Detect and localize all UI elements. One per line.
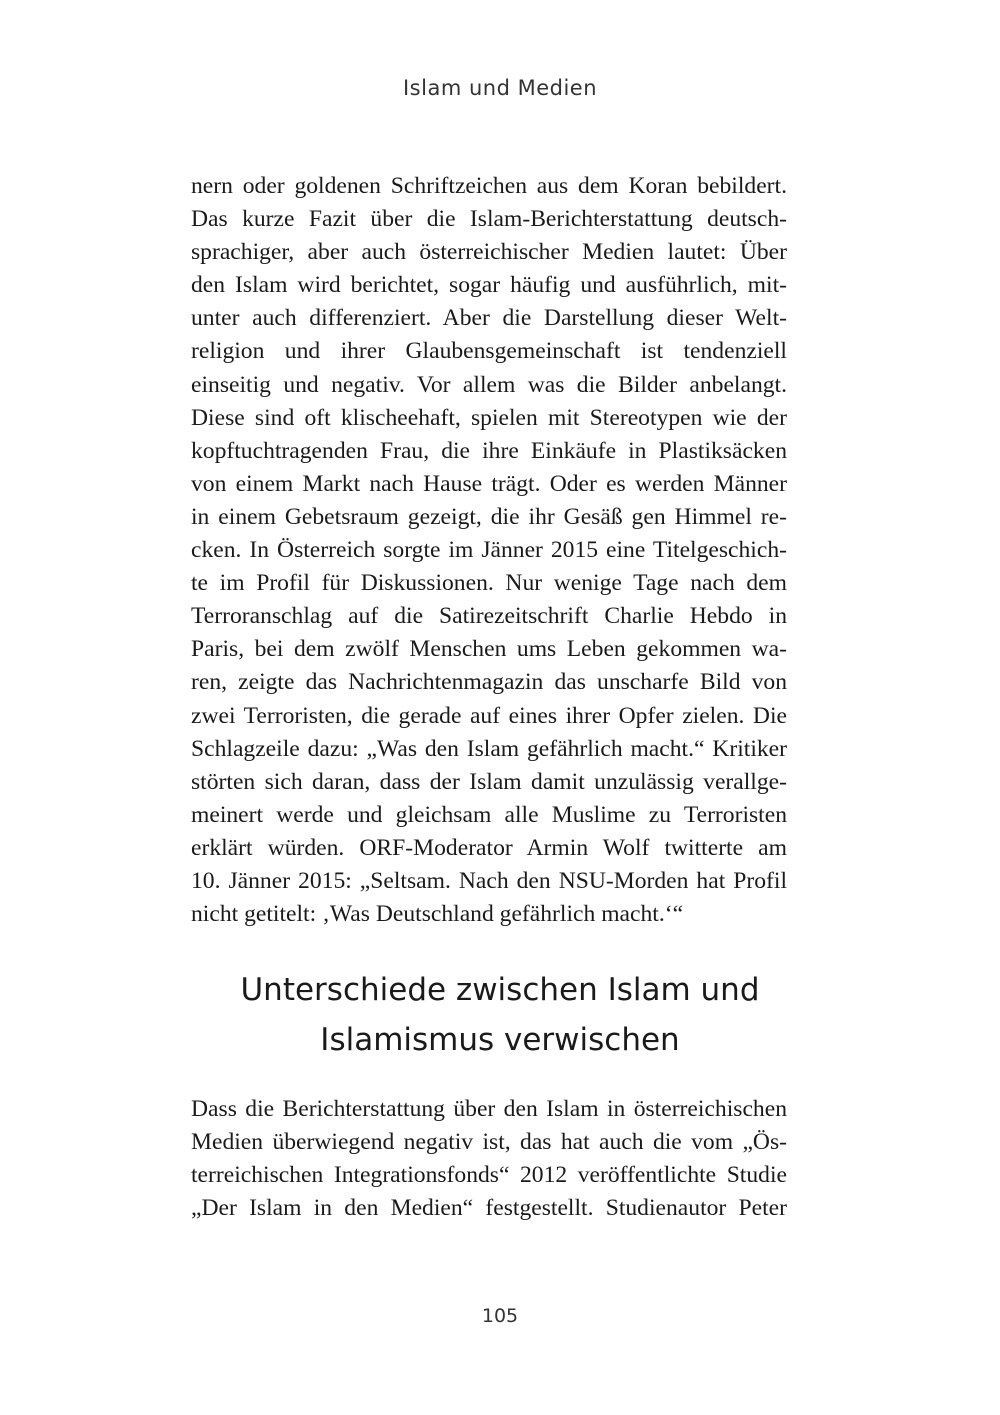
text-line: „Der Islam in den Medien“ festgestellt. Studienautor Peter bbox=[191, 1195, 787, 1222]
text-line: in einem Gebetsraum gezeigt, die ihr Gesäß gen Himmel re- bbox=[191, 503, 787, 530]
text-line: nern oder goldenen Schriftzeichen aus dem Koran bebildert. bbox=[191, 173, 787, 199]
running-head: Islam und Medien bbox=[402, 76, 598, 100]
text-line: Schlagzeile dazu: „Was den Islam gefährlich macht.“ Kritiker bbox=[191, 735, 787, 762]
text-line: von einem Markt nach Hause trägt. Oder es werden Männer bbox=[191, 470, 787, 497]
text-line: meinert werde und gleichsam alle Muslime zu Terroristen bbox=[191, 801, 787, 828]
section-heading-line: Unterschiede zwischen Islam und bbox=[240, 972, 760, 1008]
text-line: cken. In Österreich sorgte im Jänner 2015 eine Titelgeschich- bbox=[191, 537, 787, 564]
text-line: terreichischen Integrationsfonds“ 2012 veröffentlichte Studie bbox=[191, 1162, 787, 1189]
text-line: te im Profil für Diskussionen. Nur wenige Tage nach dem bbox=[191, 570, 787, 597]
section-heading bbox=[0, 965, 1000, 1065]
section-heading-line: Islamismus verwischen bbox=[320, 1022, 680, 1058]
text-line: Paris, bei dem zwölf Menschen ums Leben gekommen wa- bbox=[191, 636, 787, 663]
body-paragraph-2 bbox=[191, 1093, 787, 1225]
text-line: religion und ihrer Glaubensgemeinschaft ist tendenziell bbox=[191, 338, 787, 365]
text-line: Terroranschlag auf die Satirezeitschrift Charlie Hebdo in bbox=[191, 603, 787, 630]
text-line: den Islam wird berichtet, sogar häufig und ausführlich, mit- bbox=[191, 272, 787, 299]
text-line: störten sich daran, dass der Islam damit unzulässig verallge- bbox=[191, 768, 787, 795]
body-paragraph-1 bbox=[191, 170, 787, 931]
text-line: Dass die Berichterstattung über den Islam in österreichischen bbox=[191, 1096, 787, 1122]
text-line: zwei Terroristen, die gerade auf eines ihrer Opfer zielen. Die bbox=[191, 702, 787, 729]
text-line: ren, zeigte das Nachrichtenmagazin das unscharfe Bild von bbox=[191, 669, 787, 696]
text-line: Das kurze Fazit über die Islam-Berichterstattung deutsch- bbox=[191, 206, 787, 233]
text-line: unter auch differenziert. Aber die Darstellung dieser Welt- bbox=[191, 305, 787, 332]
text-line: nicht getitelt: ‚Was Deutschland gefährlich macht.‘“ bbox=[191, 901, 684, 928]
text-line: 10. Jänner 2015: „Seltsam. Nach den NSU-Morden hat Profil bbox=[191, 867, 787, 894]
text-line: sprachiger, aber auch österreichischer Medien lautet: Über bbox=[191, 239, 787, 266]
text-line: Medien überwiegend negativ ist, das hat auch die vom „Ös- bbox=[191, 1129, 787, 1156]
text-line: einseitig und negativ. Vor allem was die Bilder anbelangt. bbox=[191, 371, 787, 398]
text-line: kopftuchtragenden Frau, die ihre Einkäufe in Plastiksäcken bbox=[191, 437, 787, 464]
text-line: erklärt würden. ORF-Moderator Armin Wolf twitterte am bbox=[191, 834, 787, 861]
page-number: 105 bbox=[481, 1305, 519, 1327]
text-line: Diese sind oft klischeehaft, spielen mit Stereotypen wie der bbox=[191, 404, 787, 431]
